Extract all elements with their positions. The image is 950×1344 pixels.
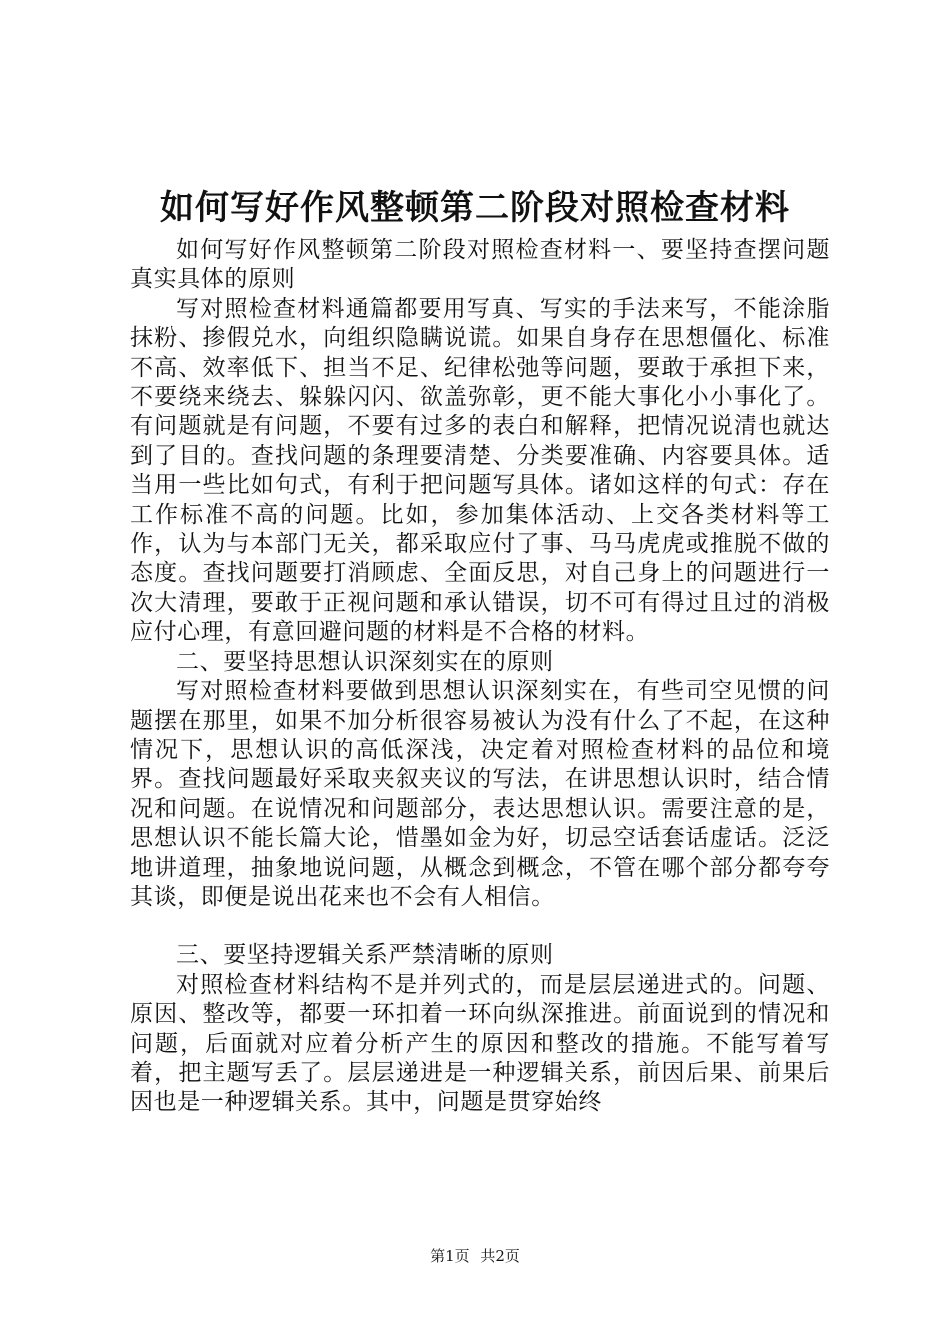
document-body (130, 236, 830, 1118)
paragraph-section-2-body: 写对照检查材料要做到思想认识深刻实在，有些司空见惯的问题摆在那里，如果不加分析很容易被认为没有什么了不起，在这种情况下，思想认识的高低深浅，决定着对照检查材料的品位和境界。查找问题最好采取夹叙夹议的写法，在讲思想认识时，结合情况和问题。在说情况和问题部分，表达思想认识。需要注意的是，思想认识不能长篇大论，惜墨如金为好，切忌空话套话虚话。泛泛地讲道理，抽象地说问题，从概念到概念，不管在哪个部分都夸夸其谈，即便是说出花来也不会有人相信。 (130, 678, 830, 910)
document-title: 如何写好作风整顿第二阶段对照检查材料 (160, 188, 790, 228)
section-heading-3: 三、要坚持逻辑关系严禁清晰的原则 (176, 942, 554, 969)
page-footer (0, 1246, 950, 1266)
paragraph-section-1-body: 写对照检查材料通篇都要用写真、写实的手法来写，不能涂脂抹粉、掺假兑水，向组织隐瞒说谎。如果自身存在思想僵化、标准不高、效率低下、担当不足、纪律松弛等问题，要敢于承担下来，不要绕来绕去、躲躲闪闪、欲盖弥彰，更不能大事化小小事化了。有问题就是有问题，不要有过多的表白和解释，把情况说清也就达到了目的。查找问题的条理要清楚、分类要准确、内容要具体。适当用一些比如句式，有利于把问题写具体。诸如这样的句式：存在工作标准不高的问题。比如，参加集体活动、上交各类材料等工作，认为与本部门无关，都采取应付了事、马马虎虎或推脱不做的态度。查找问题要打消顾虑、全面反思，对自己身上的问题进行一次大清理，要敢于正视问题和承认错误，切不可有得过且过的消极应付心理，有意回避问题的材料是不合格的材料。 (130, 295, 830, 646)
paragraph-gap (130, 912, 830, 941)
page-number-total: 共2页 (480, 1247, 520, 1265)
section-heading-2: 二、要坚持思想认识深刻实在的原则 (176, 648, 554, 675)
page-number-current: 第1页 (430, 1247, 470, 1265)
paragraph-intro: 如何写好作风整顿第二阶段对照检查材料一、要坚持查摆问题真实具体的原则 (130, 237, 830, 293)
paragraph-section-3-body: 对照检查材料结构不是并列式的，而是层层递进式的。问题、原因、整改等，都要一环扣着一环向纵深推进。前面说到的情况和问题，后面就对应着分析产生的原因和整改的措施。不能写着写着，把主题写丢了。层层递进是一种逻辑关系，前因后果、前果后因也是一种逻辑关系。其中，问题是贯穿始终 (130, 971, 830, 1116)
